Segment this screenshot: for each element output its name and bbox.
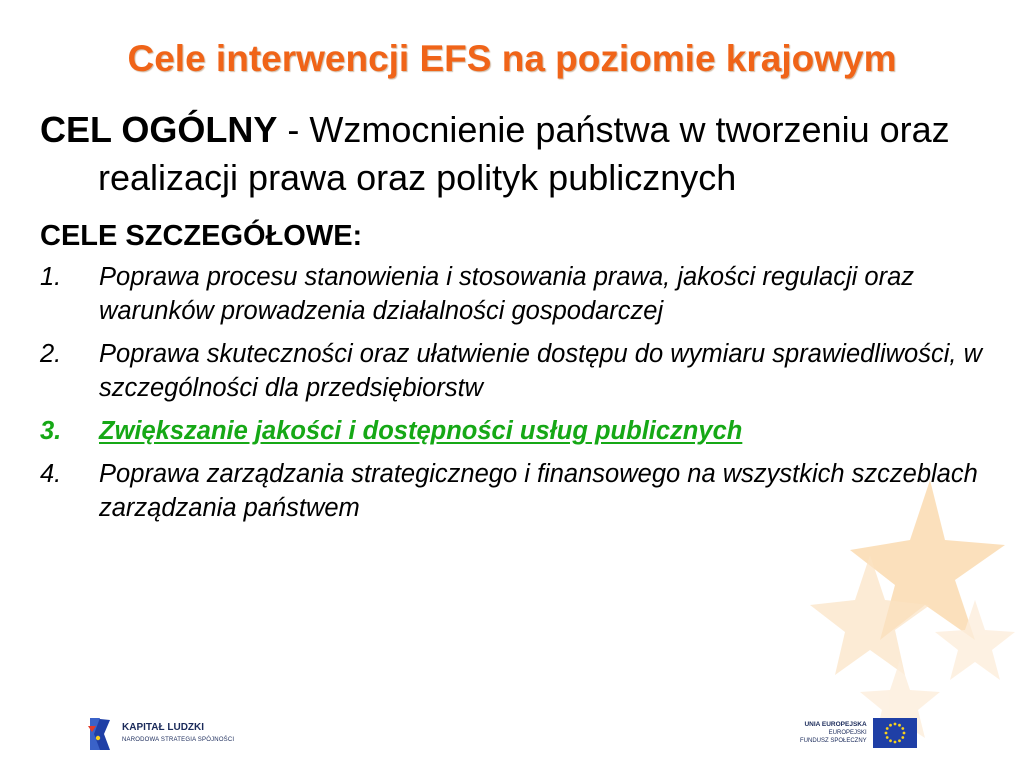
eu-flag-icon	[873, 718, 917, 748]
general-goal-text: - Wzmocnienie państwa w tworzeniu oraz realizacji prawa oraz polityk publicznych	[98, 109, 950, 198]
list-item-number: 4.	[40, 460, 62, 488]
list-item-number: 2.	[40, 340, 62, 368]
list-item	[40, 457, 1000, 525]
eu-line-3: FUNDUSZ SPOŁECZNY	[800, 738, 867, 744]
eu-logo	[800, 718, 917, 748]
kapital-ludzki-logo	[84, 714, 234, 754]
list-item-text: Poprawa zarządzania strategicznego i finansowego na wszystkich szczeblach zarządzania państwem	[99, 460, 978, 522]
eu-line-2: EUROPEJSKI	[828, 730, 867, 736]
slide-content	[40, 106, 1000, 534]
eu-line-1: UNIA EUROPEJSKA	[804, 721, 867, 728]
slide-title: Cele interwencji EFS na poziomie krajowym	[127, 38, 897, 79]
specific-goals-heading: CELE SZCZEGÓŁOWE:	[40, 220, 363, 252]
list-item	[40, 260, 1000, 328]
general-goal-heading: CEL OGÓLNY	[40, 109, 278, 150]
list-item-text: Poprawa procesu stanowienia i stosowania prawa, jakości regulacji oraz warunków prowadzenia działalności gospodarczej	[99, 263, 915, 325]
slide-footer	[0, 690, 1024, 768]
list-item	[40, 337, 1000, 405]
list-item-text: Poprawa skuteczności oraz ułatwienie dostępu do wymiaru sprawiedliwości, w szczególności dla przedsiębiorstw	[99, 340, 982, 402]
list-item-text: Zwiększanie jakości i dostępności usług publicznych	[99, 417, 743, 445]
list-item-highlighted	[40, 414, 1000, 448]
kapital-ludzki-title: KAPITAŁ LUDZKI	[122, 722, 205, 733]
list-item-number: 1.	[40, 263, 62, 291]
eu-logo-text	[800, 721, 867, 745]
kapital-ludzki-logo-icon	[84, 714, 116, 754]
list-item-number: 3.	[40, 417, 62, 445]
general-goal	[40, 106, 1000, 202]
kapital-ludzki-text	[122, 722, 234, 746]
specific-goals-list	[40, 260, 1000, 525]
kapital-ludzki-subtitle: NARODOWA STRATEGIA SPÓJNOŚCI	[122, 737, 235, 743]
